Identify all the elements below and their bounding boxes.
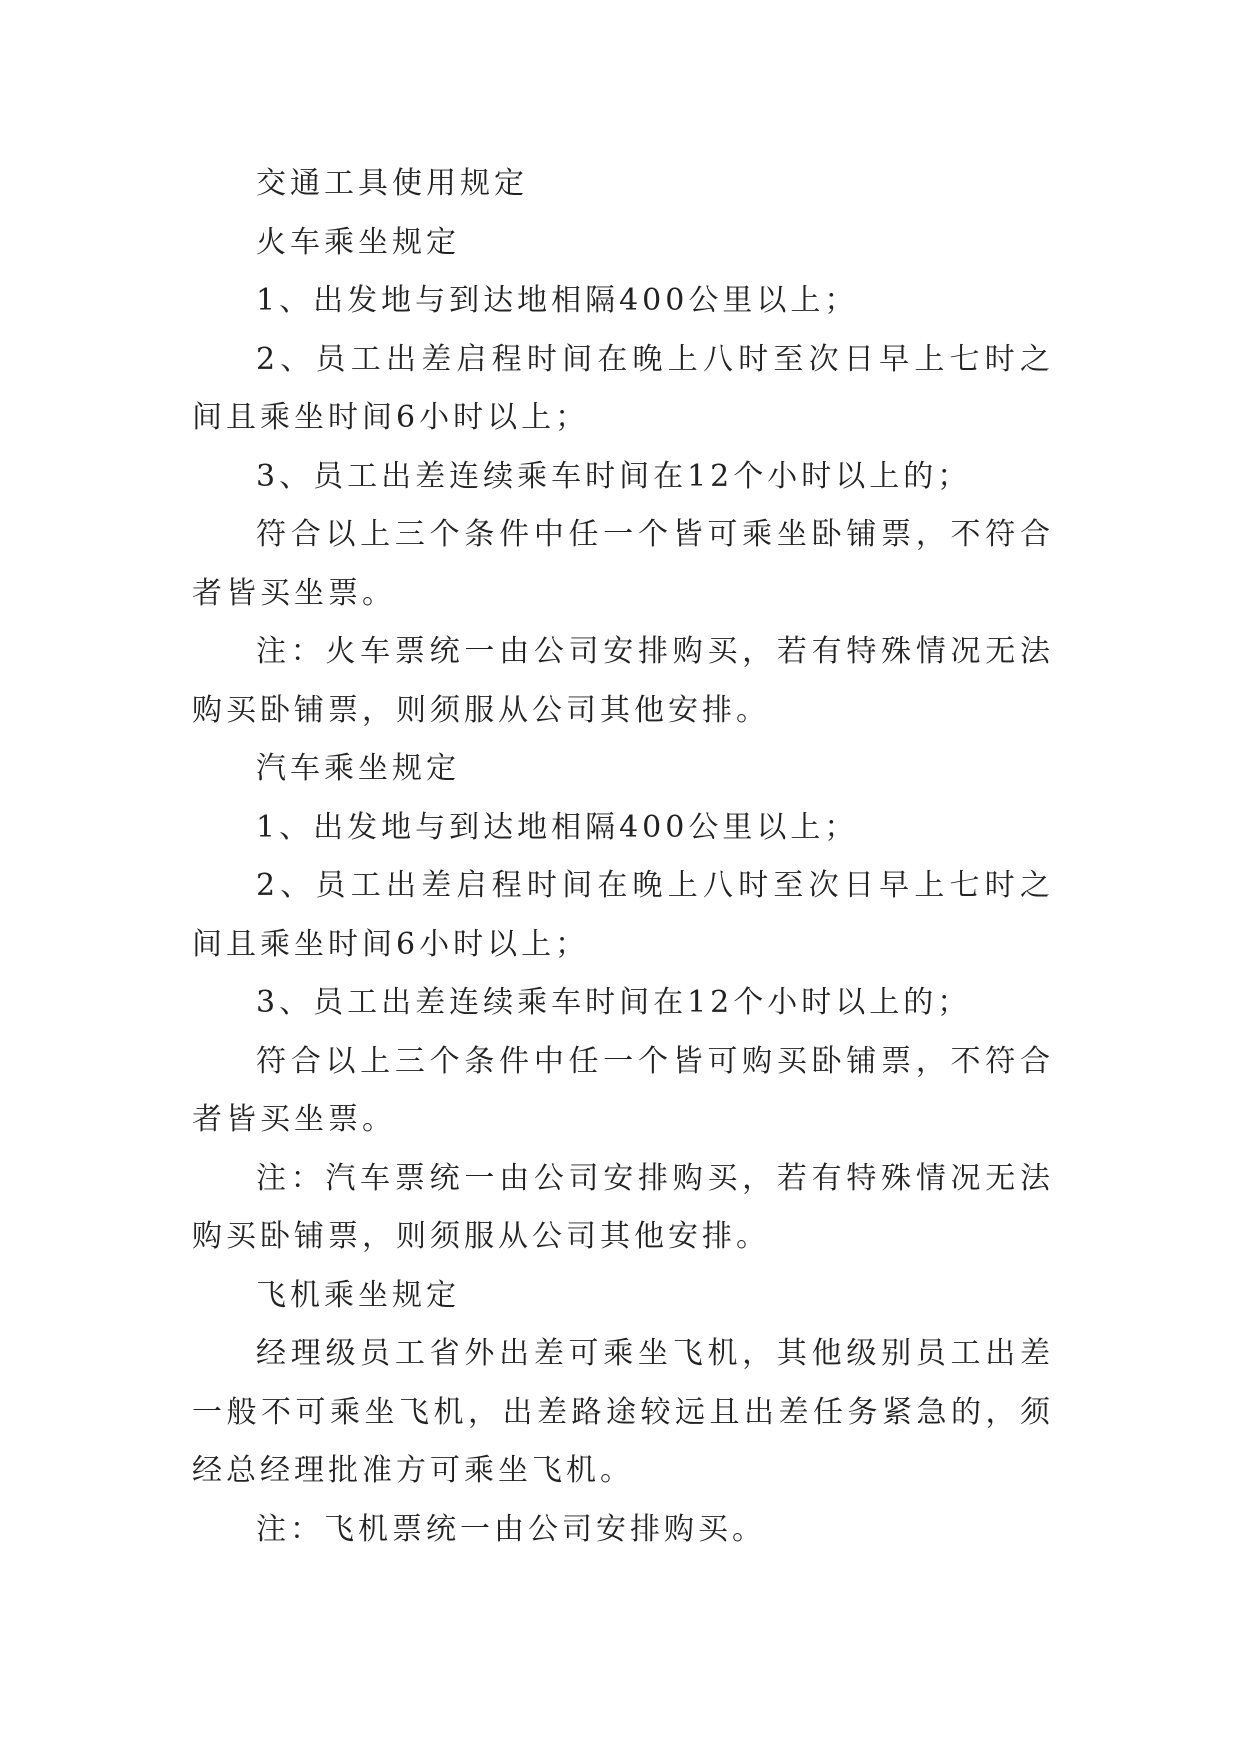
train-rule-1: 1、出发地与到达地相隔400公里以上； — [256, 283, 859, 318]
section-heading-bus: 汽车乘坐规定 — [256, 751, 460, 786]
bus-condition-paragraph: 符合以上三个条件中任一个皆可购买卧铺票，不符合者皆买坐票。 — [192, 1043, 1054, 1137]
document-title: 交通工具使用规定 — [256, 166, 528, 201]
train-rule-2: 2、员工出差启程时间在晚上八时至次日早上七时之间且乘坐时间6小时以上； — [192, 341, 1054, 435]
bus-rule-2: 2、员工出差启程时间在晚上八时至次日早上七时之间且乘坐时间6小时以上； — [192, 868, 1054, 962]
train-note: 注：火车票统一由公司安排购买，若有特殊情况无法购买卧铺票，则须服从公司其他安排。 — [192, 634, 1054, 728]
section-heading-plane: 飞机乘坐规定 — [256, 1277, 460, 1313]
bus-rule-3: 3、员工出差连续乘车时间在12个小时以上的； — [256, 985, 972, 1020]
document-body — [192, 155, 1054, 1559]
train-condition-paragraph: 符合以上三个条件中任一个皆可乘坐卧铺票，不符合者皆买坐票。 — [192, 517, 1054, 611]
plane-note: 注：飞机票统一由公司安排购买。 — [256, 1511, 766, 1547]
bus-rule-1: 1、出发地与到达地相隔400公里以上； — [256, 809, 859, 845]
plane-rule-paragraph: 经理级员工省外出差可乘坐飞机，其他级别员工出差一般不可乘坐飞机，出差路途较远且出差任务紧急的，须经总经理批准方可乘坐飞机。 — [192, 1336, 1054, 1488]
section-heading-train: 火车乘坐规定 — [256, 224, 460, 260]
train-rule-3: 3、员工出差连续乘车时间在12个小时以上的； — [256, 458, 972, 494]
bus-note: 注：汽车票统一由公司安排购买，若有特殊情况无法购买卧铺票，则须服从公司其他安排。 — [192, 1160, 1054, 1254]
